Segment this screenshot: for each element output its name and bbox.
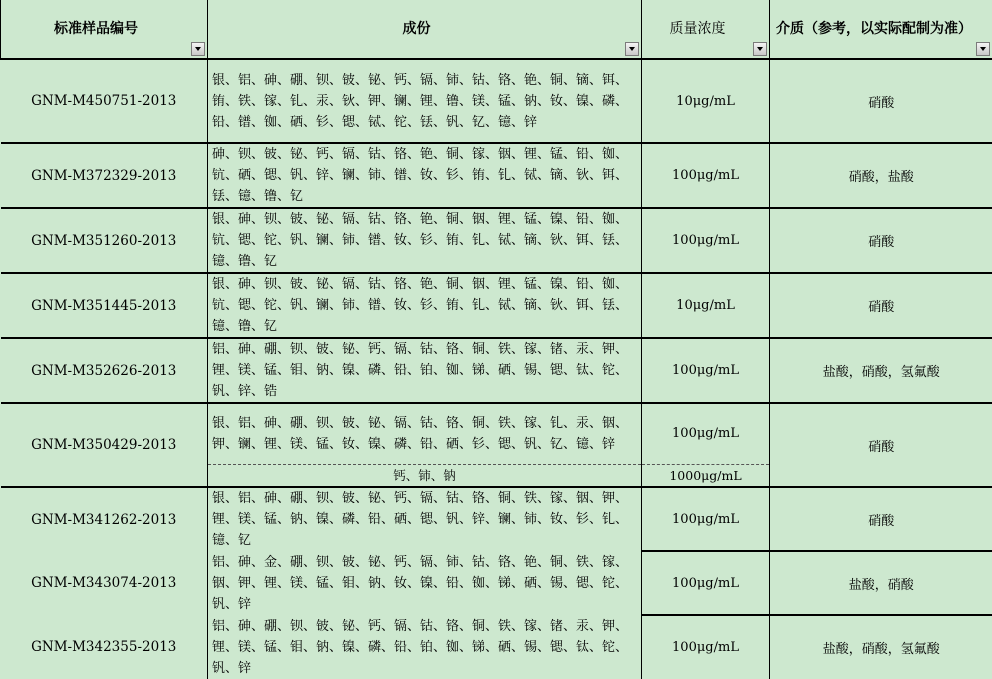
sample-id-cell: GNM-M351445-2013 <box>1 273 208 338</box>
composition-cell: 铝、砷、硼、钡、铍、铋、钙、镉、钴、铬、铜、铁、镓、锗、汞、钾、锂、镁、锰、钼、钠、镍、磷、铅、铂、铷、锑、硒、锡、锶、钛、铊、钒、锌 <box>208 615 642 679</box>
table-row <box>1 143 992 208</box>
sample-id-cell: GNM-M372329-2013 <box>1 143 208 208</box>
medium-cell: 硝酸 <box>770 403 992 487</box>
table-row <box>1 273 992 338</box>
concentration-cell: 100μg/mL <box>642 403 770 464</box>
composition-cell: 铝、砷、硼、钡、铍、铋、钙、镉、钴、铬、铜、铁、镓、锗、汞、钾、锂、镁、锰、钼、钠、镍、磷、铅、铂、铷、锑、硒、锡、锶、钛、铊、钒、锌、锆 <box>208 338 642 403</box>
sample-id-cell: GNM-M352626-2013 <box>1 338 208 403</box>
composition-cell: 砷、钡、铍、铋、钙、镉、钴、铬、铯、铜、镓、铟、锂、锰、铅、铷、钪、硒、锶、钒、锌、镧、铈、镨、钕、钐、铕、钆、铽、镝、钬、铒、铥、镱、镥、钇 <box>208 143 642 208</box>
concentration-cell: 100μg/mL <box>642 487 770 551</box>
composition-cell-sub: 钙、铈、钠 <box>208 464 642 487</box>
composition-cell: 银、铝、砷、硼、钡、铍、铋、钙、镉、铈、钴、铬、铯、铜、镝、铒、铕、铁、镓、钆、汞、钬、钾、镧、锂、镥、镁、锰、钠、钕、镍、磷、铅、镨、铷、硒、钐、锶、铽、铊、铥、钒、钇、镱、锌 <box>208 59 642 143</box>
medium-cell: 硝酸 <box>770 273 992 338</box>
medium-cell: 硝酸，盐酸 <box>770 143 992 208</box>
concentration-cell: 100μg/mL <box>642 615 770 679</box>
filter-dropdown-icon[interactable] <box>191 42 205 56</box>
sample-id-cell: GNM-M342355-2013 <box>1 615 208 679</box>
composition-cell: 铝、砷、金、硼、钡、铍、铋、钙、镉、铈、钴、铬、铯、铜、铁、镓、铟、钾、锂、镁、锰、钼、钠、钕、镍、铅、铷、锑、硒、锡、锶、铊、钒、锌 <box>208 551 642 615</box>
sample-id-cell: GNM-M450751-2013 <box>1 59 208 143</box>
header-sample-id: 标准样品编号 <box>1 0 208 59</box>
concentration-cell: 100μg/mL <box>642 143 770 208</box>
medium-cell: 盐酸，硝酸 <box>770 551 992 615</box>
concentration-cell: 100μg/mL <box>642 551 770 615</box>
medium-cell: 盐酸，硝酸，氢氟酸 <box>770 615 992 679</box>
header-composition: 成份 <box>208 0 642 59</box>
composition-cell: 银、铝、砷、硼、钡、铍、铋、镉、钴、铬、铜、铁、镓、钆、汞、铟、钾、镧、锂、镁、锰、钕、镍、磷、铅、硒、钐、锶、钒、钇、镱、锌 <box>208 403 642 464</box>
header-medium: 介质（参考，以实际配制为准） <box>770 0 992 59</box>
table-row <box>1 208 992 273</box>
filter-dropdown-icon[interactable] <box>976 42 990 56</box>
medium-cell: 盐酸，硝酸，氢氟酸 <box>770 338 992 403</box>
filter-dropdown-icon[interactable] <box>753 42 767 56</box>
header-row <box>1 0 992 59</box>
table-row <box>1 403 992 464</box>
filter-dropdown-icon[interactable] <box>625 42 639 56</box>
concentration-cell: 10μg/mL <box>642 273 770 338</box>
table-row <box>1 487 992 551</box>
header-concentration: 质量浓度 <box>642 0 770 59</box>
table-row <box>1 551 992 615</box>
sample-id-cell: GNM-M341262-2013 <box>1 487 208 551</box>
concentration-cell: 100μg/mL <box>642 338 770 403</box>
concentration-cell-sub: 1000μg/mL <box>642 464 770 487</box>
table-row <box>1 338 992 403</box>
sample-id-cell: GNM-M350429-2013 <box>1 403 208 487</box>
medium-cell: 硝酸 <box>770 59 992 143</box>
composition-cell: 银、铝、砷、硼、钡、铍、铋、钙、镉、钴、铬、铜、铁、镓、铟、钾、锂、镁、锰、钠、镍、磷、铅、硒、锶、钒、锌、镧、铈、钕、钐、钆、镱、钇 <box>208 487 642 551</box>
composition-cell: 银、砷、钡、铍、铋、镉、钴、铬、铯、铜、铟、锂、锰、镍、铅、铷、钪、锶、铊、钒、镧、铈、镨、钕、钐、铕、钆、铽、镝、钬、铒、铥、镱、镥、钇 <box>208 208 642 273</box>
medium-cell: 硝酸 <box>770 487 992 551</box>
table-row <box>1 615 992 679</box>
medium-cell: 硝酸 <box>770 208 992 273</box>
concentration-cell: 10μg/mL <box>642 59 770 143</box>
table-row <box>1 59 992 143</box>
sample-id-cell: GNM-M351260-2013 <box>1 208 208 273</box>
sample-id-cell: GNM-M343074-2013 <box>1 551 208 615</box>
composition-cell: 银、砷、钡、铍、铋、镉、钴、铬、铯、铜、铟、锂、锰、镍、铅、铷、钪、锶、铊、钒、镧、铈、镨、钕、钐、铕、钆、铽、镝、钬、铒、铥、镱、镥、钇 <box>208 273 642 338</box>
concentration-cell: 100μg/mL <box>642 208 770 273</box>
